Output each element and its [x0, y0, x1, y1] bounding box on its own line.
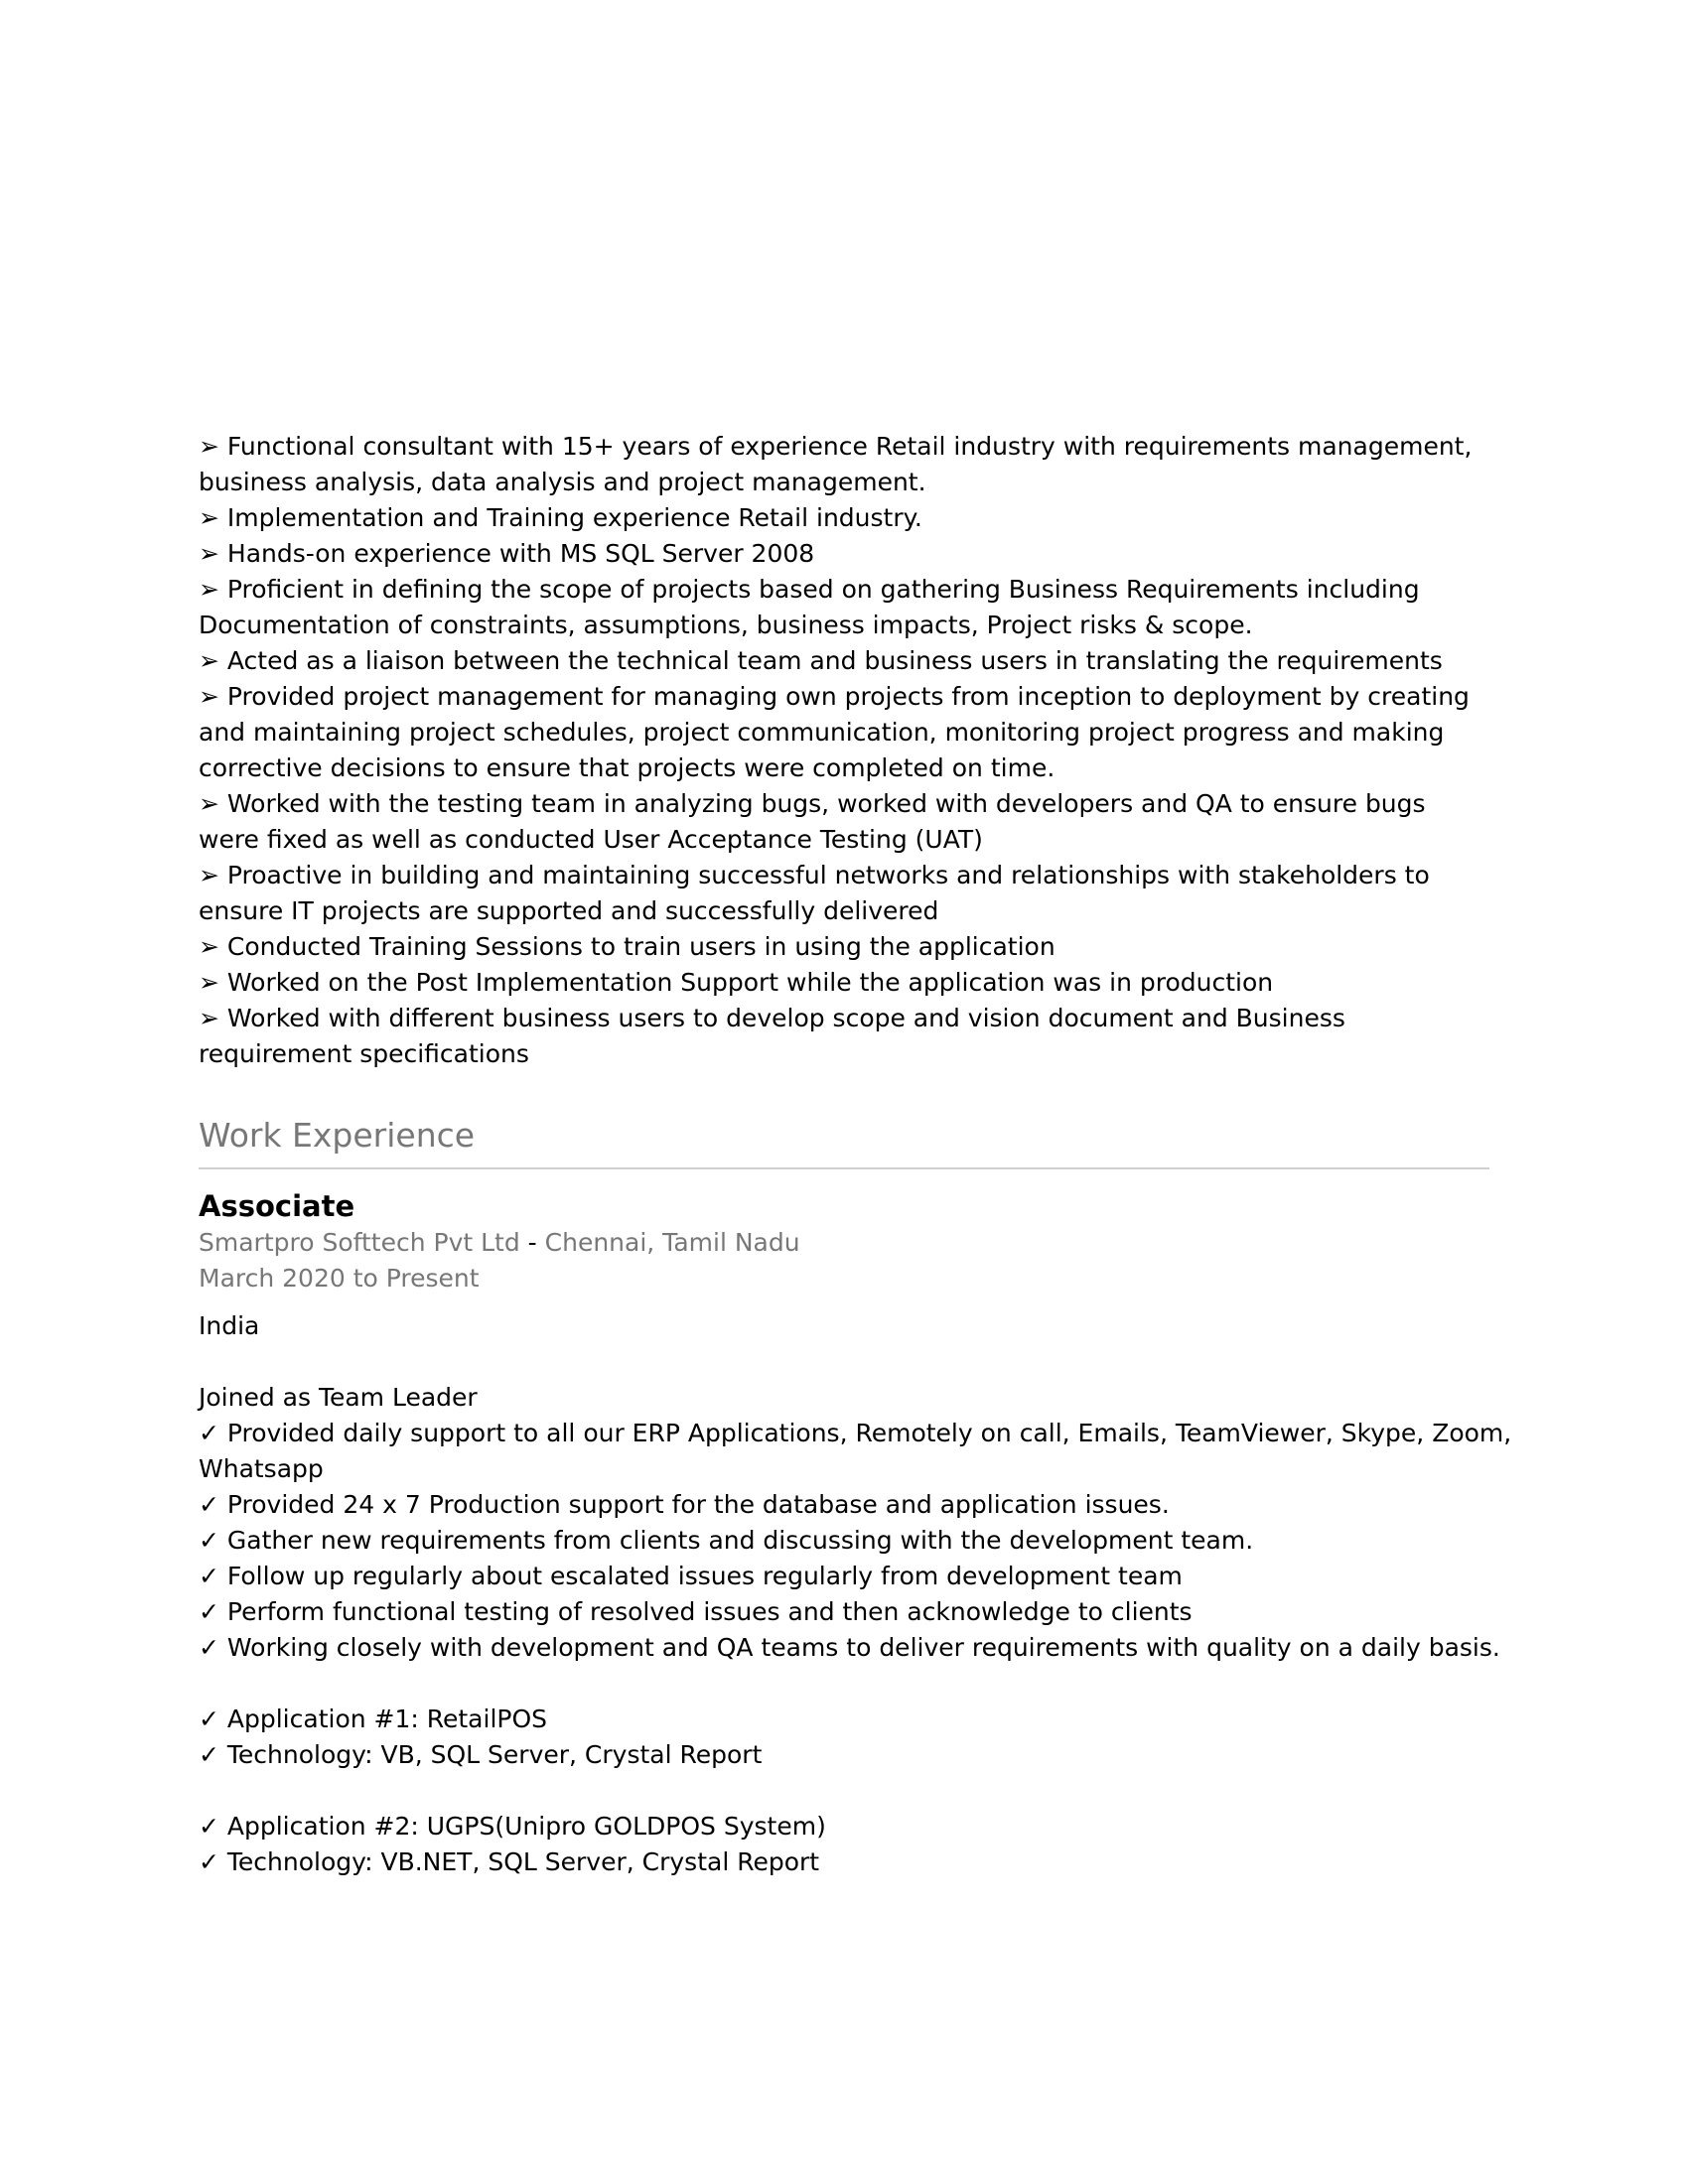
job-description-line: [199, 1773, 1489, 1809]
job-description-line: Whatsapp: [199, 1454, 324, 1483]
job-description-line: ✓ Provided 24 x 7 Production support for the database and application issues.: [199, 1490, 1170, 1519]
summary-line: ➢ Acted as a liaison between the technical team and business users in translating the requirements: [199, 646, 1443, 675]
job-description-line: Joined as Team Leader: [199, 1383, 478, 1412]
job-entry: [199, 1187, 1512, 1880]
job-description-line: India: [199, 1311, 260, 1340]
summary-line: Documentation of constraints, assumptions, business impacts, Project risks & scope.: [199, 611, 1253, 639]
job-description-line: ✓ Working closely with development and QA teams to deliver requirements with quality on a daily basis.: [199, 1633, 1500, 1662]
job-description-line: ✓ Gather new requirements from clients and discussing with the development team.: [199, 1526, 1254, 1555]
job-description-line: [199, 1666, 1489, 1702]
summary-line: were fixed as well as conducted User Acceptance Testing (UAT): [199, 825, 983, 854]
job-description-line: [199, 1344, 1489, 1380]
summary-line: requirement specifications: [199, 1039, 529, 1068]
summary-line: ➢ Provided project management for managing own projects from inception to deployment by creating: [199, 682, 1470, 711]
job-description-line: ✓ Technology: VB, SQL Server, Crystal Report: [199, 1740, 763, 1769]
summary-line: ➢ Proactive in building and maintaining successful networks and relationships with stakeholders to: [199, 861, 1430, 889]
summary-line: and maintaining project schedules, project communication, monitoring project progress and making: [199, 718, 1445, 747]
summary-line: ➢ Worked on the Post Implementation Support while the application was in production: [199, 968, 1274, 997]
resume-content: [199, 429, 1512, 1880]
summary-line: ➢ Worked with different business users to develop scope and vision document and Business: [199, 1004, 1345, 1032]
job-description-line: ✓ Application #1: RetailPOS: [199, 1705, 548, 1733]
work-experience-heading: Work Experience: [199, 1114, 1489, 1169]
job-title: Associate: [199, 1189, 355, 1223]
summary-line: ➢ Proficient in defining the scope of projects based on gathering Business Requirements including: [199, 575, 1420, 604]
job-description-line: ✓ Application #2: UGPS(Unipro GOLDPOS System): [199, 1812, 826, 1841]
job-description-line: ✓ Provided daily support to all our ERP Applications, Remotely on call, Emails, TeamViewer, Skype, Zoom,: [199, 1419, 1512, 1447]
job-location: Chennai, Tamil Nadu: [544, 1228, 800, 1257]
summary-line: ➢ Implementation and Training experience Retail industry.: [199, 503, 922, 532]
job-company: Smartpro Softtech Pvt Ltd: [199, 1228, 520, 1257]
job-description: [199, 1308, 1512, 1880]
job-company-line: [199, 1225, 1489, 1261]
summary-section: [199, 429, 1489, 1072]
job-description-line: ✓ Follow up regularly about escalated issues regularly from development team: [199, 1562, 1183, 1590]
summary-line: ➢ Worked with the testing team in analyzing bugs, worked with developers and QA to ensure bugs: [199, 789, 1426, 818]
summary-line: ➢ Conducted Training Sessions to train users in using the application: [199, 932, 1055, 961]
company-location-separator: -: [519, 1228, 545, 1257]
job-description-line: ✓ Technology: VB.NET, SQL Server, Crystal Report: [199, 1847, 820, 1876]
job-dates: March 2020 to Present: [199, 1264, 480, 1293]
summary-line: corrective decisions to ensure that projects were completed on time.: [199, 753, 1055, 782]
summary-line: business analysis, data analysis and project management.: [199, 468, 926, 496]
summary-line: ➢ Hands-on experience with MS SQL Server 2008: [199, 539, 815, 568]
summary-line: ➢ Functional consultant with 15+ years of experience Retail industry with requirements management,: [199, 432, 1473, 461]
summary-line: ensure IT projects are supported and successfully delivered: [199, 896, 939, 925]
job-description-line: ✓ Perform functional testing of resolved issues and then acknowledge to clients: [199, 1597, 1193, 1626]
